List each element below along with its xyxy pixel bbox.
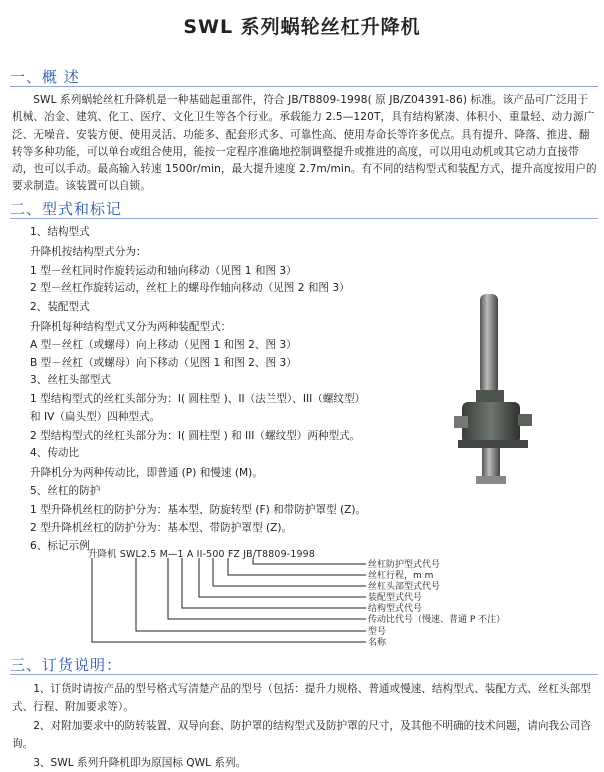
leader-line	[228, 558, 366, 575]
section-heading-ordering: 三、订货说明：	[10, 656, 123, 674]
leader-line	[168, 558, 366, 619]
legend-item: 装配型式代号	[368, 593, 423, 603]
gearbox-housing	[462, 402, 520, 444]
input-shaft	[518, 414, 532, 426]
legend-item: 结构型式代号	[368, 604, 423, 614]
types-line: 1、结构型式	[30, 226, 90, 238]
legend-item: 丝杠头部型式代号	[368, 582, 441, 592]
page-title: SWL 系列蜗轮丝杠升降机	[183, 16, 421, 38]
types-line: 6、标记示例	[30, 540, 90, 552]
types-line: A 型－丝杠（或螺母）向上移动（见图 1 和图 2、图 3）	[30, 339, 297, 351]
section-divider	[10, 218, 598, 219]
legend-item: 传动比代号（慢速、普通 P 不注）	[368, 615, 506, 625]
leader-line	[182, 558, 366, 608]
section-divider	[10, 86, 598, 87]
ordering-item: 2、对附加要求中的防转装置、双导向套、防护罩的结构型式及防护罩的尺寸，及其他不明确的技术问题，请向我公司咨询。	[12, 719, 591, 751]
screw-jack-illustration	[450, 290, 570, 500]
types-line: 5、丝杠的防护	[30, 485, 101, 497]
lower-tube	[482, 448, 500, 478]
types-line: B 型－丝杠（或螺母）向下移动（见图 1 和图 2、图 3）	[30, 357, 297, 369]
input-shaft	[454, 416, 468, 428]
section-heading-overview: 一、概 述	[10, 68, 80, 86]
types-line: 2、装配型式	[30, 301, 90, 313]
legend-item: 型号	[368, 627, 387, 637]
types-line: 升降机分为两种传动比，即普通 (P) 和慢速 (M)。	[30, 467, 263, 479]
ordering-item: 3、SWL 系列升降机即为原国标 QWL 系列。	[33, 756, 247, 769]
leader-line	[199, 558, 366, 597]
types-line: 3、丝杠头部型式	[30, 374, 111, 386]
overview-paragraph	[12, 92, 598, 196]
end-plate	[476, 476, 506, 484]
ordering-item: 1、订货时请按产品的型号格式写清楚产品的型号（包括：提升力规格、普通或慢速、结构型式、装配方式、丝杠头部型式、行程、附加要求等）。	[12, 683, 591, 714]
base-flange	[458, 440, 528, 448]
lead-screw	[480, 294, 498, 394]
section-heading-types: 二、型式和标记	[10, 200, 123, 218]
types-line: 1 型升降机丝杠的防护分为：基本型、防旋转型 (F) 和带防护罩型 (Z)。	[30, 504, 367, 516]
overview-text: SWL 系列蜗轮丝杠升降机是一种基础起重部件，符合 JB/T8809-1998( 原 JB/Z04391-86) 标准。该产品可广泛用于机械、冶金、建筑、化工、医疗、文化卫生等各个行业。承载能力 2.5—120T，具有结构紧凑、体积小、重量轻、动力源广泛、无噪音、安装方便、使用灵活、功能多、配套形式多、可靠性高、使用寿命长等许多优点。具有提升、降落、推进、翻转等多种功能，可以单台或组合使用，能按一定程序准确地控制调整提升或推进的高度，可以用电动机或其它动力直接带动，也可以手动。最高输入转速 1500r/min，最大提升速度 2.7m/min。有不同的结构型式和装配方式，提升高度按用户的要求制造。该装置可以自锁。	[12, 94, 597, 193]
types-line: 2 型－丝杠作旋转运动，丝杠上的螺母作轴向移动（见图 2 和图 3）	[30, 282, 350, 294]
legend-item: 丝杠防护型式代号	[368, 560, 441, 570]
marking-example-code: 升降机 SWL2.5 M—1 A II-500 FZ JB/T8809-1998	[88, 549, 316, 560]
legend-item: 名称	[368, 638, 387, 648]
leader-line	[136, 558, 366, 631]
types-line: 4、传动比	[30, 447, 80, 459]
ordering-list	[12, 680, 596, 772]
types-line: 和 IV（扁头型）四种型式。	[30, 411, 161, 423]
section-divider	[10, 674, 598, 675]
types-line: 1 型－丝杠同时作旋转运动和轴向移动（见图 1 和图 3）	[30, 265, 297, 277]
types-line: 升降机按结构型式分为：	[30, 246, 147, 258]
leader-line	[92, 558, 366, 642]
leader-line	[213, 558, 366, 586]
types-line: 2 型升降机丝杠的防护分为：基本型、带防护罩型 (Z)。	[30, 522, 293, 534]
legend-item: 丝杠行程，m m	[368, 571, 434, 581]
types-line: 升降机每种结构型式又分为两种装配型式：	[30, 321, 232, 333]
types-line: 1 型结构型式的丝杠头部分为：I( 圆柱型 )、II（法兰型）、III（螺纹型）	[30, 393, 366, 405]
types-line: 2 型结构型式的丝杠头部分为：I( 圆柱型 ) 和 III（螺纹型）两种型式。	[30, 430, 361, 442]
